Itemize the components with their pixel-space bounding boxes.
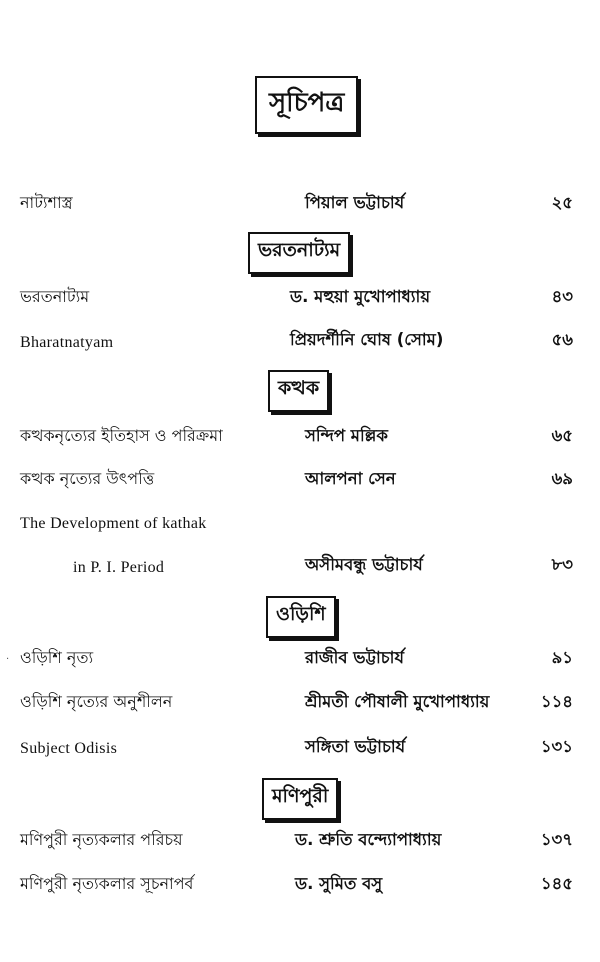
entry-page: ৪৩ (551, 287, 573, 306)
section-heading-bharatanatyam: ভরতনাট্যম (248, 232, 350, 274)
entry-title: ওড়িশি নৃত্য (20, 648, 94, 667)
entry-title: নাট্যশাস্ত্র (20, 193, 73, 212)
entry-page: ৬৯ (551, 469, 573, 488)
entry-page: ৬৫ (551, 426, 573, 445)
entry-page: ২৫ (551, 193, 573, 212)
entry-author: ড. মহুয়া মুখোপাধ্যায় (290, 287, 431, 306)
entry-title: ভরতনাট্যম (20, 287, 90, 306)
entry-author: পিয়াল ভট্টাচার্য (305, 193, 405, 212)
entry-title-continued: in P. I. Period (73, 559, 165, 576)
entry-author: প্রিয়দর্শীনি ঘোষ (সোম) (290, 330, 444, 349)
section-heading-kathak: কত্থক (268, 370, 329, 412)
entry-author: অসীমবন্ধু ভট্টাচার্য (305, 555, 423, 574)
entry-title: The Development of kathak (20, 515, 207, 532)
entry-title: কত্থক নৃত্যের উৎপত্তি (20, 469, 155, 488)
section-heading-odissi: ওড়িশি (266, 596, 336, 638)
entry-author: ড. সুমিত বসু (295, 874, 383, 893)
entry-page: ১৩১ (540, 737, 573, 756)
entry-author: আলপনা সেন (305, 469, 396, 488)
entry-page: ৮৩ (551, 555, 573, 574)
entry-author: শ্রীমতী পৌষালী মুখোপাধ্যায় (305, 692, 490, 711)
entry-author: সঙ্গিতা ভট্টাচার্য (305, 737, 406, 756)
page-title: সূচিপত্র (255, 76, 358, 134)
entry-page: ১১৪ (540, 692, 573, 711)
entry-author: রাজীব ভট্টাচার্য (305, 648, 404, 667)
section-heading-manipuri: মণিপুরী (262, 778, 338, 820)
entry-author: সন্দিপ মল্লিক (305, 426, 388, 445)
entry-title: মণিপুরী নৃত্যকলার পরিচয় (20, 830, 183, 849)
entry-title: Bharatnatyam (20, 334, 114, 351)
entry-author: ড. শ্রুতি বন্দ্যোপাধ্যায় (295, 830, 442, 849)
entry-title: কত্থকনৃত্যের ইতিহাস ও পরিক্রমা (20, 426, 223, 445)
entry-title: Subject Odisis (20, 740, 118, 757)
print-speck: · (6, 654, 10, 665)
entry-page: ৯১ (551, 648, 573, 667)
entry-page: ৫৬ (551, 330, 573, 349)
entry-page: ১৪৫ (540, 874, 573, 893)
entry-page: ১৩৭ (540, 830, 573, 849)
entry-title: ওড়িশি নৃত্যের অনুশীলন (20, 692, 173, 711)
entry-title: মণিপুরী নৃত্যকলার সূচনাপর্ব (20, 874, 194, 893)
